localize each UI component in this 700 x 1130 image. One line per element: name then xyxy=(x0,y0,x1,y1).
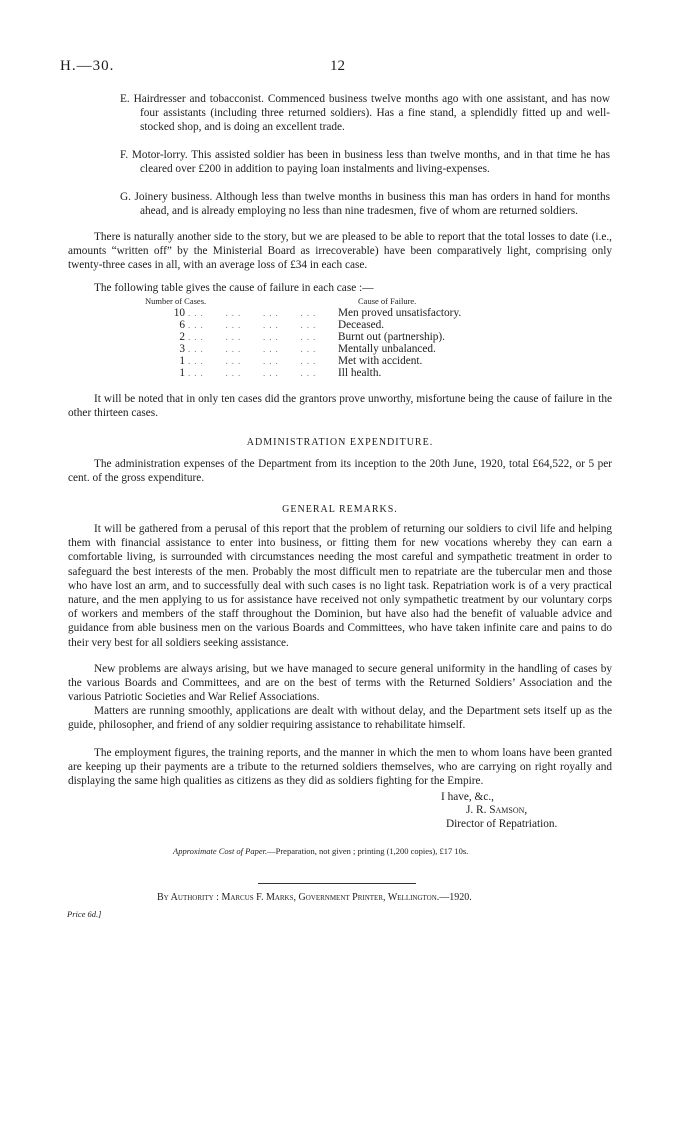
signoff-name: J. R. Samson, xyxy=(466,804,528,816)
table-row xyxy=(145,331,538,343)
table-row xyxy=(145,307,538,319)
table-row xyxy=(145,343,538,355)
leader-dots: ... ... ... ... xyxy=(188,320,320,331)
note-paragraph: It will be noted that in only ten cases did the grantors prove unworthy, misfortune being the cause of failure in the other thirteen cases. xyxy=(68,393,612,420)
page-number: 12 xyxy=(330,58,345,74)
leader-dots: ... ... ... ... xyxy=(188,368,320,379)
column-header-cause: Cause of Failure. xyxy=(358,296,417,306)
item-letter: E. xyxy=(120,93,130,105)
case-count: 2 xyxy=(179,331,185,344)
case-count: 6 xyxy=(179,319,185,332)
divider-rule xyxy=(258,883,416,884)
list-item-g xyxy=(120,190,610,218)
failure-cause: Mentally unbalanced. xyxy=(338,343,436,356)
administration-paragraph: The administration expenses of the Department from its inception to the 20th June, 1920, total £64,522, or 5 per cent. of the gross expenditure. xyxy=(68,458,612,485)
item-text: Motor-lorry. This assisted soldier has been in business less than twelve months, and in that time he has cleared over £200 in addition to paying loan instalments and living-expenses. xyxy=(131,149,610,176)
cost-note: Approximate Cost of Paper.—Preparation, not given ; printing (1,200 copies), £17 10s. xyxy=(173,846,469,856)
printer-imprint: By Authority : Marcus F. Marks, Government Printer, Wellington.—1920. xyxy=(157,892,472,903)
case-count: 1 xyxy=(179,367,185,380)
losses-paragraph: There is naturally another side to the story, but we are pleased to be able to report that the total losses to date (i.e., amounts “written off” by the Ministerial Board as irrecoverable) have been comparatively light, comprising only twenty-three cases in all, with an average loss of £34 in each case. xyxy=(68,231,612,272)
signoff-title: Director of Repatriation. xyxy=(446,818,558,830)
failure-cause: Deceased. xyxy=(338,319,385,332)
document-code: H.—30. xyxy=(60,58,115,74)
general-paragraph-2: New problems are always arising, but we have managed to secure general uniformity in the handling of cases by the various Boards and Committees, and are on the best of terms with the Returned Soldiers’ Association and the various Patriotic Societies and War Relief Associations. xyxy=(68,663,612,704)
general-paragraph-3: Matters are running smoothly, applications are dealt with without delay, and the Department sets itself up as the guide, philosopher, and friend of any soldier requiring assistance to rehabilitate himself. xyxy=(68,705,612,732)
signoff-closing: I have, &c., xyxy=(441,791,495,803)
general-paragraph-1: It will be gathered from a perusal of this report that the problem of returning our soldiers to civil life and helping them with financial assistance to enter into business, or fitting them for new vocations whereby they can earn a comfortable living, is surrounded with circumstances needing the most careful and sympathetic treatment in order to safeguard the best interests of the men. Probably the most difficult men to repatriate are the tubercular men and those who have lost an arm, and to successfully deal with such cases is no light task. Repatriation work is of a very practical nature, and the men applying to us for assistance have received not only sympathetic treatment by our voluntary corps of workers and members of the staff throughout the Dominion, but have also had the benefit of valuable advice and guidance from able business men on the various Boards and Committees, who have taken infinite care and pains to do their very best for all soldiers seeking assistance. xyxy=(68,523,612,649)
failure-cause: Burnt out (partnership). xyxy=(338,331,445,344)
table-intro-paragraph: The following table gives the cause of failure in each case :— xyxy=(94,282,374,294)
leader-dots: ... ... ... ... xyxy=(188,308,320,318)
case-count: 3 xyxy=(179,343,185,356)
section-heading-administration: ADMINISTRATION EXPENDITURE. xyxy=(246,437,434,448)
leader-dots: ... ... ... ... xyxy=(188,356,320,367)
case-count: 1 xyxy=(179,355,185,368)
table-row xyxy=(145,355,538,367)
leader-dots: ... ... ... ... xyxy=(188,344,320,355)
price-note: Price 6d.] xyxy=(67,909,102,919)
general-paragraph-4: The employment figures, the training reports, and the manner in which the men to whom loans have been granted are keeping up their payments are a tribute to the returned soldiers themselves, who are carrying on right royally and displaying the same high qualities as citizens as they did as soldiers fighting for the Empire. xyxy=(68,747,612,788)
list-item-e xyxy=(120,92,610,135)
failure-cause: Met with accident. xyxy=(338,355,423,368)
failure-cause: Ill health. xyxy=(338,367,382,380)
item-text: Joinery business. Although less than twelve months in business this man has orders in hand for months ahead, and is already employing no less than nine tradesmen, five of whom are returned soldiers. xyxy=(134,191,610,218)
column-header-count: Number of Cases. xyxy=(145,296,207,306)
section-heading-general: GENERAL REMARKS. xyxy=(282,504,398,515)
item-letter: F. xyxy=(120,149,129,161)
failure-cause: Men proved unsatisfactory. xyxy=(338,307,462,319)
leader-dots: ... ... ... ... xyxy=(188,332,320,343)
table-row xyxy=(145,319,538,331)
table-row xyxy=(145,367,538,379)
table-header-row xyxy=(145,296,538,307)
case-count: 10 xyxy=(173,307,185,319)
failure-table xyxy=(145,296,538,380)
list-item-f xyxy=(120,148,610,176)
item-letter: G. xyxy=(120,191,131,203)
item-text: Hairdresser and tobacconist. Commenced business twelve months ago with one assistant, and has now four assistants (including three returned soldiers). Has a fine stand, a splendidly fitted up and well-stocked shop, and is doing an excellent trade. xyxy=(133,93,610,134)
